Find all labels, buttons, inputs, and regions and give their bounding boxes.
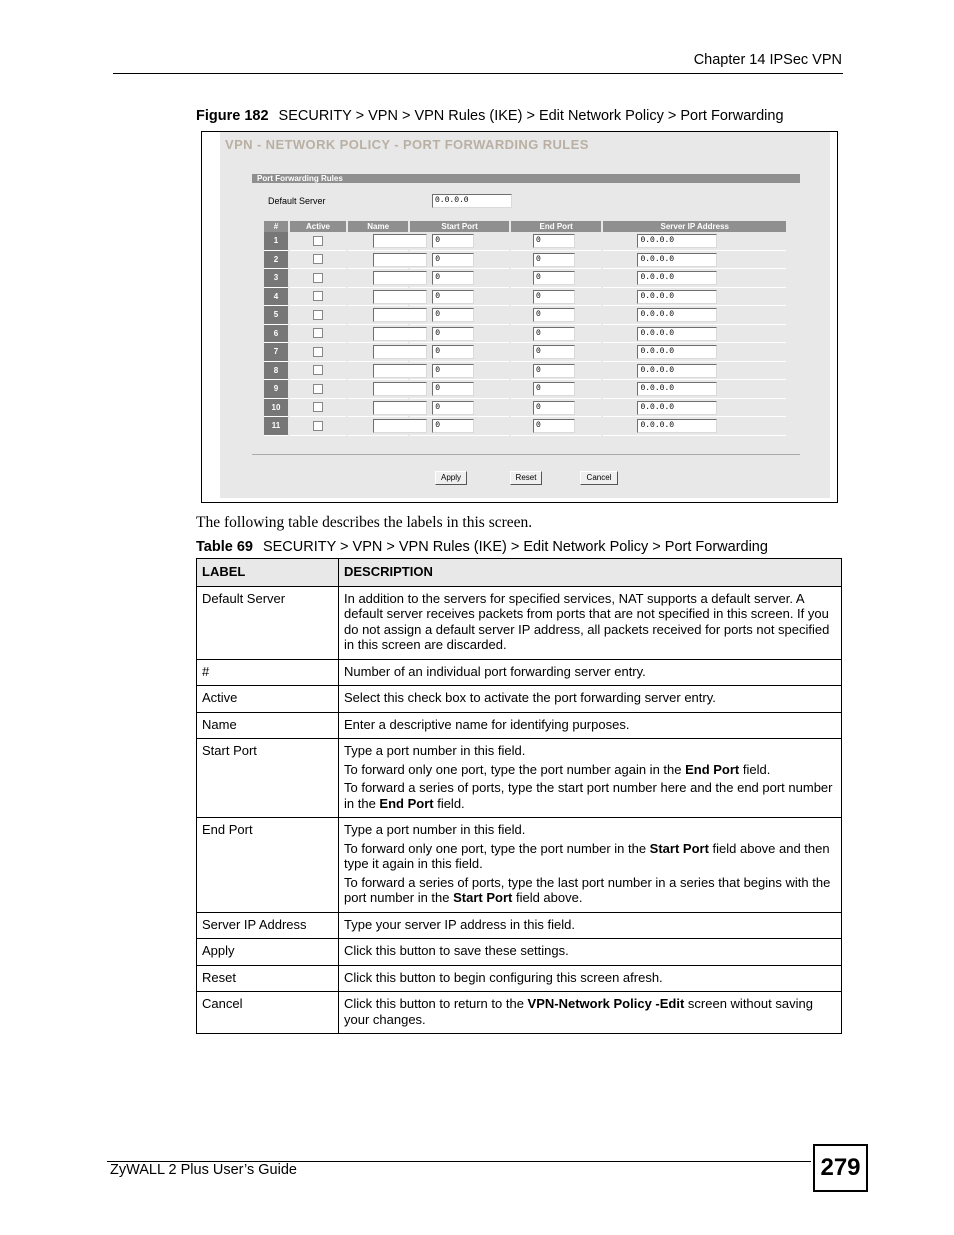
end-port-input[interactable]: 0 — [533, 234, 575, 248]
start-port-cell — [409, 306, 510, 325]
label-cell: # — [197, 659, 339, 686]
start-port-input[interactable]: 0 — [432, 345, 474, 359]
active-cell — [289, 343, 347, 362]
start-port-input[interactable]: 0 — [432, 271, 474, 285]
server-ip-input[interactable]: 0.0.0.0 — [637, 364, 717, 378]
end-port-cell — [510, 380, 603, 399]
name-cell — [347, 380, 409, 399]
table-row — [197, 992, 842, 1034]
server-ip-cell — [602, 343, 787, 362]
table-caption — [196, 539, 768, 555]
text-segment: To forward a series of ports, type the start port number here and the end port number in the — [344, 780, 833, 811]
end-port-input[interactable]: 0 — [533, 271, 575, 285]
guide-title: ZyWALL 2 Plus User’s Guide — [110, 1162, 297, 1178]
active-cell — [289, 380, 347, 399]
table-row — [197, 659, 842, 686]
bold-term: VPN-Network Policy -Edit — [527, 996, 685, 1011]
apply-button[interactable]: Apply — [435, 471, 467, 485]
end-port-cell — [510, 324, 603, 343]
name-cell — [347, 232, 409, 250]
reset-button[interactable]: Reset — [510, 471, 542, 485]
column-header: Start Port — [409, 221, 510, 232]
server-ip-input[interactable]: 0.0.0.0 — [637, 401, 717, 415]
active-cell — [289, 269, 347, 288]
active-checkbox[interactable] — [313, 328, 323, 338]
label-cell: Default Server — [197, 586, 339, 659]
active-checkbox[interactable] — [313, 347, 323, 357]
rule-row — [264, 361, 787, 380]
end-port-cell — [510, 306, 603, 325]
end-port-cell — [510, 287, 603, 306]
label-cell: Name — [197, 712, 339, 739]
text-segment: To forward only one port, type the port number again in the — [344, 761, 686, 777]
text-segment: Type your server IP address in this field. — [344, 916, 575, 932]
name-cell — [347, 361, 409, 380]
label-header: LABEL — [197, 559, 339, 587]
description-paragraph — [344, 743, 836, 759]
screen-title: VPN - NETWORK POLICY - PORT FORWARDING RULES — [225, 137, 589, 152]
name-cell — [347, 287, 409, 306]
description-paragraph — [344, 717, 836, 733]
config-panel — [220, 132, 830, 498]
server-ip-input[interactable]: 0.0.0.0 — [637, 327, 717, 341]
name-cell — [347, 269, 409, 288]
server-ip-cell — [602, 269, 787, 288]
server-ip-cell — [602, 287, 787, 306]
label-cell: Reset — [197, 965, 339, 992]
rule-number: 5 — [264, 306, 289, 325]
description-paragraph — [344, 996, 836, 1027]
description-cell — [339, 686, 842, 713]
rule-number: 6 — [264, 324, 289, 343]
text-segment: To forward a series of ports, type the last port number in a series that begins with the port number in the — [344, 874, 831, 905]
description-table — [196, 558, 842, 1034]
start-port-cell — [409, 343, 510, 362]
description-paragraph — [344, 917, 836, 933]
table-row — [197, 965, 842, 992]
server-ip-input[interactable]: 0.0.0.0 — [637, 345, 717, 359]
description-cell — [339, 912, 842, 939]
active-cell — [289, 306, 347, 325]
active-cell — [289, 324, 347, 343]
start-port-input[interactable]: 0 — [432, 419, 474, 433]
table-title: SECURITY > VPN > VPN Rules (IKE) > Edit Network Policy > Port Forwarding — [262, 539, 768, 555]
label-cell: Active — [197, 686, 339, 713]
active-cell — [289, 287, 347, 306]
default-server-input[interactable]: 0.0.0.0 — [432, 194, 512, 208]
server-ip-input[interactable]: 0.0.0.0 — [637, 290, 717, 304]
description-paragraph — [344, 943, 836, 959]
active-checkbox[interactable] — [313, 402, 323, 412]
rule-row — [264, 380, 787, 399]
table-row — [197, 586, 842, 659]
server-ip-input[interactable]: 0.0.0.0 — [637, 419, 717, 433]
name-cell — [347, 343, 409, 362]
end-port-cell — [510, 232, 603, 250]
description-cell — [339, 739, 842, 818]
end-port-input[interactable]: 0 — [533, 308, 575, 322]
header-rule — [113, 73, 843, 74]
table-row — [197, 818, 842, 913]
description-paragraph — [344, 664, 836, 680]
text-segment: field. — [433, 795, 465, 811]
server-ip-cell — [602, 306, 787, 325]
active-checkbox[interactable] — [313, 421, 323, 431]
default-server-label: Default Server — [268, 196, 326, 206]
active-cell — [289, 417, 347, 436]
label-cell: End Port — [197, 818, 339, 913]
description-paragraph — [344, 690, 836, 706]
intro-text: The following table describes the labels in this screen. — [196, 514, 533, 531]
active-checkbox[interactable] — [313, 291, 323, 301]
rule-number: 2 — [264, 250, 289, 269]
active-checkbox[interactable] — [313, 365, 323, 375]
rule-number: 3 — [264, 269, 289, 288]
bold-term: End Port — [379, 795, 434, 811]
start-port-input[interactable]: 0 — [432, 308, 474, 322]
end-port-input[interactable]: 0 — [533, 327, 575, 341]
start-port-cell — [409, 398, 510, 417]
start-port-input[interactable]: 0 — [432, 401, 474, 415]
active-cell — [289, 398, 347, 417]
table-row — [197, 712, 842, 739]
rule-row — [264, 250, 787, 269]
bold-term: Start Port — [649, 840, 709, 856]
name-cell — [347, 306, 409, 325]
active-checkbox[interactable] — [313, 273, 323, 283]
table-row — [197, 912, 842, 939]
end-port-input[interactable]: 0 — [533, 290, 575, 304]
description-cell — [339, 818, 842, 913]
rule-row — [264, 343, 787, 362]
description-header-row — [197, 559, 842, 587]
column-header: End Port — [510, 221, 603, 232]
description-paragraph — [344, 841, 836, 872]
start-port-cell — [409, 380, 510, 399]
end-port-cell — [510, 398, 603, 417]
port-forwarding-table — [264, 221, 788, 436]
rule-row — [264, 287, 787, 306]
end-port-cell — [510, 269, 603, 288]
description-cell — [339, 586, 842, 659]
text-segment: Type a port number in this field. — [344, 822, 526, 837]
rule-row — [264, 417, 787, 436]
description-cell — [339, 659, 842, 686]
server-ip-cell — [602, 380, 787, 399]
rule-row — [264, 232, 787, 250]
description-paragraph — [344, 762, 836, 778]
rules-header-row — [264, 221, 787, 232]
end-port-cell — [510, 417, 603, 436]
text-segment: Click this button to save these settings. — [344, 943, 569, 958]
rule-number: 7 — [264, 343, 289, 362]
name-cell — [347, 324, 409, 343]
table-row — [197, 739, 842, 818]
table-row — [197, 686, 842, 713]
label-cell: Start Port — [197, 739, 339, 818]
text-segment: Enter a descriptive name for identifying purposes. — [344, 716, 630, 732]
server-ip-cell — [602, 324, 787, 343]
cancel-button[interactable]: Cancel — [580, 471, 618, 485]
end-port-cell — [510, 343, 603, 362]
server-ip-cell — [602, 232, 787, 250]
text-segment: In addition to the servers for specified services, NAT supports a default server. A default server receives packets from ports that are not specified in this screen. If you do not assign a default server IP address, all packets received for ports not specified in this screen are discarded. — [344, 590, 830, 652]
rule-number: 10 — [264, 398, 289, 417]
start-port-cell — [409, 269, 510, 288]
active-cell — [289, 250, 347, 269]
column-header: Name — [347, 221, 409, 232]
figure-caption — [196, 108, 784, 124]
start-port-input[interactable]: 0 — [432, 234, 474, 248]
column-header: # — [264, 221, 289, 232]
server-ip-input[interactable]: 0.0.0.0 — [637, 253, 717, 267]
end-port-input[interactable]: 0 — [533, 401, 575, 415]
start-port-cell — [409, 232, 510, 250]
description-cell — [339, 939, 842, 966]
server-ip-cell — [602, 361, 787, 380]
chapter-header: Chapter 14 IPSec VPN — [693, 52, 842, 68]
rule-row — [264, 306, 787, 325]
description-paragraph — [344, 822, 836, 838]
start-port-input[interactable]: 0 — [432, 253, 474, 267]
end-port-input[interactable]: 0 — [533, 382, 575, 396]
end-port-input[interactable]: 0 — [533, 345, 575, 359]
description-header: DESCRIPTION — [339, 559, 842, 587]
text-segment: field above and then type it again in this field. — [344, 840, 830, 871]
table-row — [197, 939, 842, 966]
active-cell — [289, 361, 347, 380]
page-number: 279 — [813, 1144, 868, 1192]
rule-number: 4 — [264, 287, 289, 306]
text-segment: field. — [739, 761, 771, 777]
active-checkbox[interactable] — [313, 236, 323, 246]
figure-title: SECURITY > VPN > VPN Rules (IKE) > Edit Network Policy > Port Forwarding — [278, 108, 784, 124]
rule-row — [264, 269, 787, 288]
active-checkbox[interactable] — [313, 384, 323, 394]
table-number: Table 69 — [196, 539, 253, 555]
column-header: Active — [289, 221, 347, 232]
start-port-cell — [409, 417, 510, 436]
server-ip-input[interactable]: 0.0.0.0 — [637, 308, 717, 322]
start-port-cell — [409, 361, 510, 380]
description-paragraph — [344, 591, 836, 653]
section-bar: Port Forwarding Rules — [252, 174, 800, 183]
start-port-cell — [409, 287, 510, 306]
start-port-input[interactable]: 0 — [432, 290, 474, 304]
server-ip-input[interactable]: 0.0.0.0 — [637, 382, 717, 396]
label-cell: Apply — [197, 939, 339, 966]
end-port-cell — [510, 250, 603, 269]
text-segment: Number of an individual port forwarding server entry. — [344, 663, 646, 679]
column-header: Server IP Address — [602, 221, 787, 232]
text-segment: To forward only one port, type the port number in the — [344, 840, 650, 856]
rule-row — [264, 398, 787, 417]
server-ip-cell — [602, 417, 787, 436]
end-port-input[interactable]: 0 — [533, 364, 575, 378]
description-paragraph — [344, 780, 836, 811]
end-port-cell — [510, 361, 603, 380]
end-port-input[interactable]: 0 — [533, 419, 575, 433]
start-port-input[interactable]: 0 — [432, 364, 474, 378]
active-checkbox[interactable] — [313, 254, 323, 264]
description-cell — [339, 965, 842, 992]
start-port-cell — [409, 250, 510, 269]
label-cell: Cancel — [197, 992, 339, 1034]
label-cell: Server IP Address — [197, 912, 339, 939]
name-cell — [347, 417, 409, 436]
rule-number: 9 — [264, 380, 289, 399]
server-ip-input[interactable]: 0.0.0.0 — [637, 234, 717, 248]
text-segment: Click this button to return to the — [344, 996, 528, 1011]
description-cell — [339, 992, 842, 1034]
separator — [252, 454, 800, 455]
rule-number: 8 — [264, 361, 289, 380]
name-cell — [347, 398, 409, 417]
text-segment: screen without saving your changes. — [344, 996, 813, 1027]
figure-number: Figure 182 — [196, 108, 269, 124]
bold-term: Start Port — [453, 890, 513, 905]
description-cell — [339, 712, 842, 739]
start-port-cell — [409, 324, 510, 343]
description-paragraph — [344, 970, 836, 986]
server-ip-cell — [602, 250, 787, 269]
active-cell — [289, 232, 347, 250]
text-segment: field above. — [512, 890, 583, 905]
figure-screenshot — [201, 131, 838, 503]
bold-term: End Port — [685, 761, 740, 777]
rule-number: 1 — [264, 232, 289, 250]
server-ip-cell — [602, 398, 787, 417]
text-segment: Select this check box to activate the port forwarding server entry. — [344, 690, 716, 705]
active-checkbox[interactable] — [313, 310, 323, 320]
start-port-input[interactable]: 0 — [432, 327, 474, 341]
rule-number: 11 — [264, 417, 289, 436]
end-port-input[interactable]: 0 — [533, 253, 575, 267]
start-port-input[interactable]: 0 — [432, 382, 474, 396]
text-segment: Type a port number in this field. — [344, 743, 526, 758]
server-ip-input[interactable]: 0.0.0.0 — [637, 271, 717, 285]
name-cell — [347, 250, 409, 269]
description-paragraph — [344, 875, 836, 906]
text-segment: Click this button to begin configuring this screen afresh. — [344, 969, 663, 985]
rule-row — [264, 324, 787, 343]
